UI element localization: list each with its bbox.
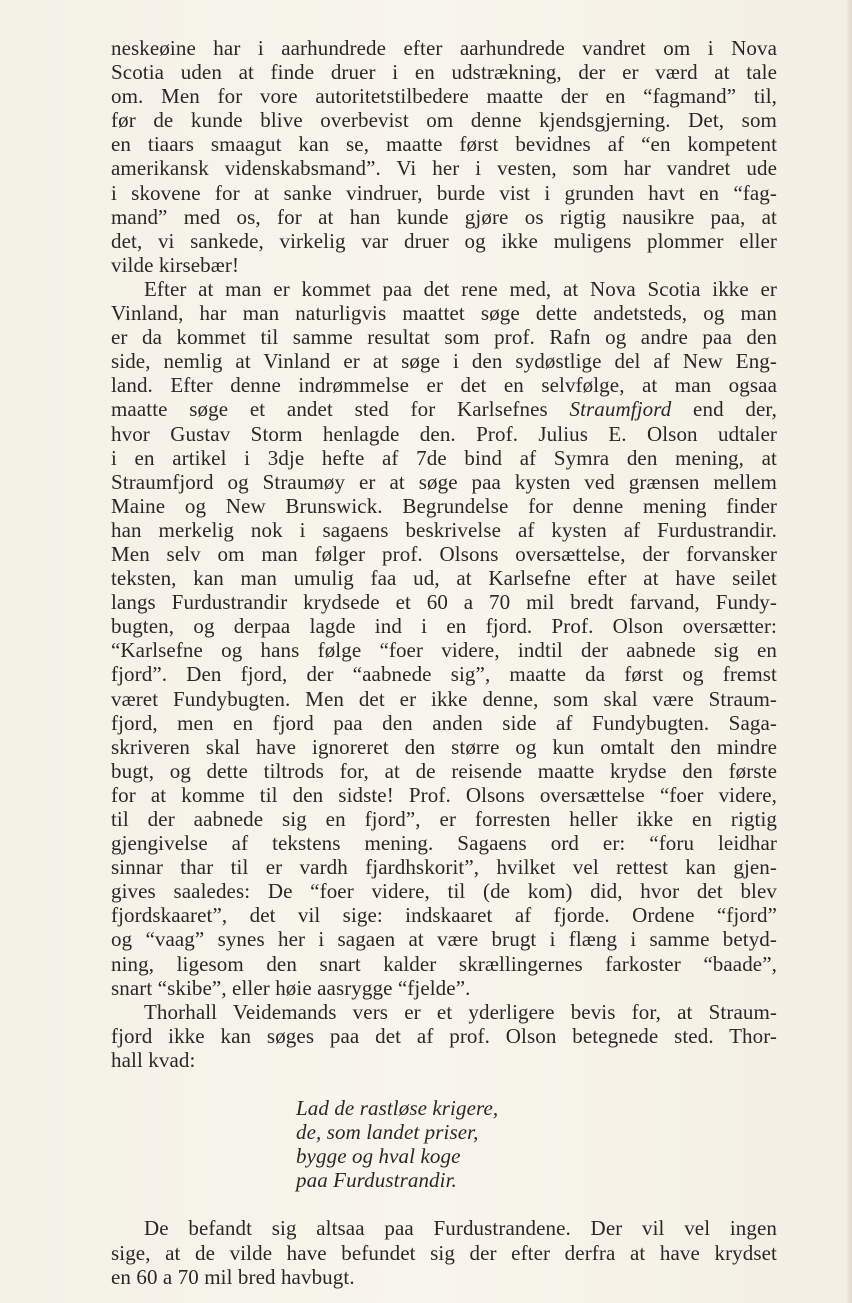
paragraph-3 — [111, 1000, 777, 1072]
text-line: er da kommet til samme resultat som prof. Rafn og andre paa den — [111, 325, 777, 350]
text-line: langs Furdustrandir krydsede et 60 a 70 mil bredt farvand, Fundy- — [111, 590, 777, 615]
poem-line: bygge og hval koge — [296, 1144, 461, 1169]
page-edge-shadow — [846, 0, 852, 1303]
text-line: De befandt sig altsaa paa Furdustrandene. Der vil vel ingen — [144, 1216, 777, 1241]
text-line: land. Efter denne indrømmelse er det en selvfølge, at man ogsaa — [111, 373, 777, 398]
text-line: til der aabnede sig en fjord”, er forresten heller ikke en rigtig — [111, 807, 777, 831]
text-line: bugten, og derpaa lagde ind i en fjord. Prof. Olson oversætter: — [111, 614, 777, 639]
text-line: Vinland, har man naturligvis maattet søge dette andetsteds, og man — [111, 301, 777, 326]
text-line: fjord ikke kan søges paa det af prof. Olson betegnede sted. Thor- — [111, 1023, 777, 1048]
text-line-content: maatte søge et andet sted for Karlsefnes Straumfjord end der, — [111, 397, 777, 422]
text-line: været Fundybugten. Men det er ikke denne, som skal være Straum- — [111, 686, 777, 711]
text-line: han merkelig nok i sagaens beskrivelse af kysten af Furdustrandir. — [111, 517, 777, 542]
text-line: sinnar thar til er vardh fjardhskorit”, hvilket vel rettest kan gjen- — [111, 855, 777, 880]
page-text — [111, 36, 777, 1289]
poem-line: Lad de rastløse krigere, — [296, 1096, 499, 1121]
text-line: om. Men for vore autoritetstilbedere maatte der en “fagmand” til, — [111, 84, 777, 109]
text-line: mand” med os, for at han kunde gjøre os rigtig nausikre paa, at — [111, 204, 777, 229]
text-line: Efter at man er kommet paa det rene med, at Nova Scotia ikke er — [144, 276, 777, 301]
text-line: Straumfjord og Straumøy er at søge paa kysten ved grænsen mellem — [111, 469, 777, 494]
text-line: Scotia uden at finde druer i en udstrækning, der er værd at tale — [111, 60, 777, 85]
text-line: sige, at de vilde have befundet sig der efter derfra at have krydset — [111, 1240, 777, 1265]
text-line: gives saaledes: De “foer videre, til (de kom) did, hvor det blev — [111, 879, 777, 904]
text-line: for at komme til den sidste! Prof. Olsons oversættelse “foer videre, — [111, 782, 777, 807]
text-line: fjordskaaret”, det vil sige: indskaaret af fjorde. Ordene “fjord” — [111, 903, 777, 928]
text-line: fjord”. Den fjord, der “aabnede sig”, maatte da først og fremst — [111, 662, 777, 687]
text-line: og “vaag” synes her i sagaen at være brugt i flæng i samme betyd- — [111, 927, 777, 952]
text-line: ning, ligesom den snart kalder skrællingernes farkoster “baade”, — [111, 951, 777, 976]
text-line: i en artikel i 3dje hefte af 7de bind af Symra den mening, at — [111, 445, 777, 470]
text-line: amerikansk videnskabsmand”. Vi her i vesten, som har vandret ude — [111, 156, 777, 181]
paragraph-1 — [111, 36, 777, 277]
text-line: en 60 a 70 mil bred havbugt. — [111, 1264, 355, 1289]
poem-line: paa Furdustrandir. — [296, 1168, 457, 1193]
text-line: Men selv om man følger prof. Olsons oversættelse, der forvansker — [111, 541, 777, 566]
text-line: før de kunde blive overbevist om denne kjendsgjerning. Det, som — [111, 108, 777, 133]
text-line: Thorhall Veidemands vers er et yderligere bevis for, at Straum- — [144, 999, 777, 1024]
text-line: bugt, og dette tiltrods for, at de reisende maatte krydse den første — [111, 758, 777, 783]
text-line: gjengivelse af tekstens mening. Sagaens ord er: “foru leidhar — [111, 831, 777, 856]
text-line: skriveren skal have ignoreret den større og kun omtalt den mindre — [111, 734, 777, 759]
poem-verse — [296, 1096, 777, 1192]
text-line: i skovene for at sanke vindruer, burde vist i grunden havt en “fag- — [111, 180, 777, 205]
text-line: det, vi sankede, virkelig var druer og ikke muligens plommer eller — [111, 228, 777, 253]
text-line: fjord, men en fjord paa den anden side af Fundybugten. Saga- — [111, 710, 777, 735]
paragraph-2 — [111, 277, 777, 1000]
text-line: neskeøine har i aarhundrede efter aarhundrede vandret om i Nova — [111, 36, 777, 60]
text-line: “Karlsefne og hans følge “foer videre, indtil der aabnede sig en — [111, 638, 777, 663]
text-line: hvor Gustav Storm henlagde den. Prof. Julius E. Olson udtaler — [111, 421, 777, 446]
paragraph-4 — [111, 1216, 777, 1288]
text-line-straumfjord — [111, 397, 777, 421]
text-line: hall kvad: — [111, 1047, 196, 1072]
text-line: snart “skibe”, eller høie aasrygge “fjelde”. — [111, 975, 471, 1000]
text-line: side, nemlig at Vinland er at søge i den sydøstlige del af New Eng- — [111, 349, 777, 374]
text-line: en tiaars smaagut kan se, maatte først bevidnes af “en kompetent — [111, 132, 777, 157]
text-line: Maine og New Brunswick. Begrundelse for denne mening finder — [111, 493, 777, 518]
text-line: vilde kirsebær! — [111, 252, 240, 277]
text-line: teksten, kan man umulig faa ud, at Karlsefne efter at have seilet — [111, 566, 777, 591]
poem-line: de, som landet priser, — [296, 1120, 479, 1145]
